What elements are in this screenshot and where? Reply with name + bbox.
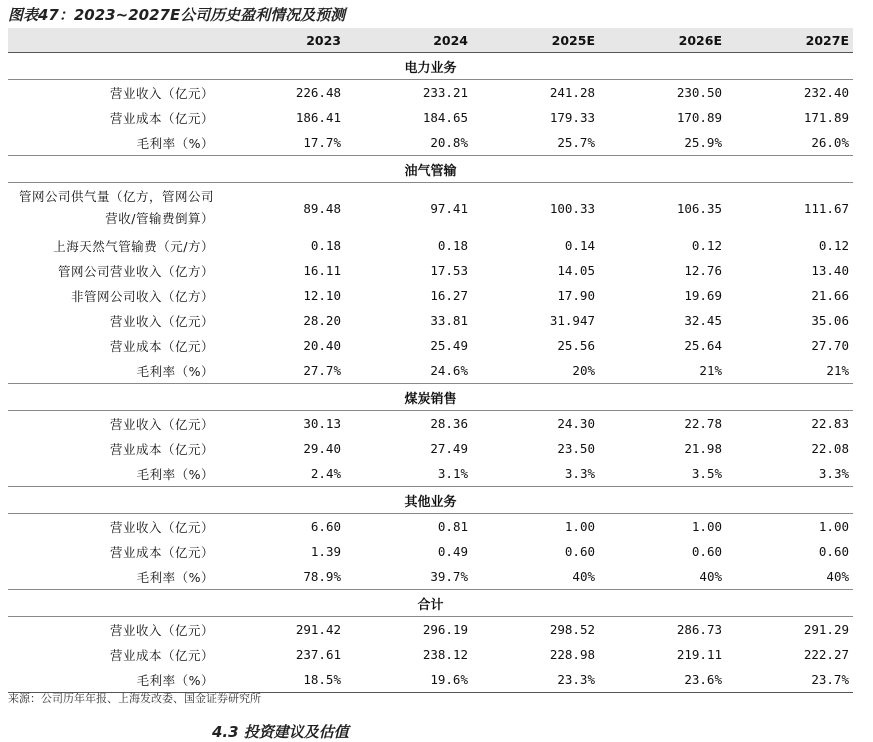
- value-cell: 40%: [826, 569, 849, 584]
- value-cell: 35.06: [811, 313, 849, 328]
- value-cell: 89.48: [303, 200, 341, 216]
- value-cell: 6.60: [310, 519, 341, 534]
- row-label: 营业收入（亿元）: [109, 622, 214, 638]
- value-cell: 0.60: [818, 544, 849, 559]
- row-label: 营业收入（亿元）: [109, 85, 214, 101]
- row-label: 营业成本（亿元）: [109, 441, 214, 457]
- row-label: 毛利率（%）: [136, 569, 214, 585]
- value-cell: 0.12: [818, 238, 849, 253]
- value-cell: 28.20: [303, 313, 341, 328]
- row-label: 营业成本（亿元）: [109, 544, 214, 560]
- value-cell: 238.12: [422, 647, 468, 662]
- value-cell: 29.40: [303, 441, 341, 456]
- value-cell: 1.00: [818, 519, 849, 534]
- row-label: 营业收入（亿元）: [109, 313, 214, 329]
- value-cell: 33.81: [430, 313, 468, 328]
- table-row: [8, 105, 853, 130]
- row-label: 上海天然气管输费（元/方）: [53, 238, 214, 254]
- value-cell: 19.69: [684, 288, 722, 303]
- table-row: [8, 283, 853, 308]
- value-cell: 31.947: [549, 313, 595, 328]
- value-cell: 21.98: [684, 441, 722, 456]
- table-body: [8, 53, 853, 693]
- value-cell: 222.27: [803, 647, 849, 662]
- value-cell: 13.40: [811, 263, 849, 278]
- value-cell: 16.11: [303, 263, 341, 278]
- value-cell: 186.41: [295, 110, 341, 125]
- value-cell: 0.18: [437, 238, 468, 253]
- value-cell: 3.3%: [818, 466, 849, 481]
- table-row: [8, 358, 853, 384]
- value-cell: 26.0%: [811, 135, 849, 150]
- value-cell: 232.40: [803, 85, 849, 100]
- header-year-2023: 2023: [218, 28, 345, 53]
- value-cell: 0.14: [564, 238, 595, 253]
- value-cell: 22.78: [684, 416, 722, 431]
- value-cell: 40%: [699, 569, 722, 584]
- header-year-2026e: 2026E: [599, 28, 726, 53]
- value-cell: 27.49: [430, 441, 468, 456]
- value-cell: 25.7%: [557, 135, 595, 150]
- value-cell: 16.27: [430, 288, 468, 303]
- value-cell: 25.9%: [684, 135, 722, 150]
- value-cell: 298.52: [549, 622, 595, 637]
- value-cell: 1.00: [564, 519, 595, 534]
- value-cell: 14.05: [557, 263, 595, 278]
- value-cell: 27.7%: [303, 363, 341, 378]
- section-header-row: [8, 487, 853, 514]
- value-cell: 23.50: [557, 441, 595, 456]
- row-label: 毛利率（%）: [136, 135, 214, 151]
- value-cell: 22.08: [811, 441, 849, 456]
- value-cell: 179.33: [549, 110, 595, 125]
- row-label: 毛利率（%）: [136, 466, 214, 482]
- value-cell: 22.83: [811, 416, 849, 431]
- value-cell: 25.49: [430, 338, 468, 353]
- value-cell: 2.4%: [310, 466, 341, 481]
- value-cell: 219.11: [676, 647, 722, 662]
- value-cell: 78.9%: [303, 569, 341, 584]
- table-row: [8, 258, 853, 283]
- section-title: 电力业务: [8, 53, 853, 80]
- value-cell: 1.39: [310, 544, 341, 559]
- row-label: 营业成本（亿元）: [109, 110, 214, 126]
- value-cell: 21%: [826, 363, 849, 378]
- value-cell: 20%: [572, 363, 595, 378]
- table-row: [8, 461, 853, 487]
- table-row: [8, 642, 853, 667]
- header-year-2027e: 2027E: [726, 28, 853, 53]
- table-row: [8, 333, 853, 358]
- source-note: 来源：公司历年年报、上海发改委、国金证券研究所: [8, 692, 261, 705]
- value-cell: 3.5%: [691, 466, 722, 481]
- value-cell: 97.41: [430, 200, 468, 216]
- value-cell: 39.7%: [430, 569, 468, 584]
- section-header-row: [8, 590, 853, 617]
- table-row: [8, 233, 853, 258]
- value-cell: 17.7%: [303, 135, 341, 150]
- value-cell: 3.1%: [437, 466, 468, 481]
- table-row: [8, 130, 853, 156]
- row-label: 营业收入（亿元）: [109, 519, 214, 535]
- value-cell: 0.60: [691, 544, 722, 559]
- table-row: [8, 667, 853, 693]
- row-label: 管网公司供气量（亿方，管网公司营收/管输费倒算）: [18, 189, 214, 226]
- value-cell: 296.19: [422, 622, 468, 637]
- value-cell: 237.61: [295, 647, 341, 662]
- table-row: [8, 539, 853, 564]
- value-cell: 1.00: [691, 519, 722, 534]
- value-cell: 19.6%: [345, 667, 472, 693]
- value-cell: 20.40: [303, 338, 341, 353]
- value-cell: 111.67: [803, 200, 849, 216]
- value-cell: 230.50: [676, 85, 722, 100]
- value-cell: 40%: [572, 569, 595, 584]
- value-cell: 3.3%: [564, 466, 595, 481]
- section-title: 合计: [8, 590, 853, 617]
- header-year-2024: 2024: [345, 28, 472, 53]
- section-header-row: [8, 53, 853, 80]
- value-cell: 21%: [699, 363, 722, 378]
- row-label: 毛利率（%）: [136, 363, 214, 379]
- value-cell: 17.53: [430, 263, 468, 278]
- row-label: 管网公司营业收入（亿方）: [57, 263, 214, 279]
- value-cell: 17.90: [557, 288, 595, 303]
- value-cell: 291.29: [803, 622, 849, 637]
- table-row: [8, 80, 853, 106]
- row-label: 营业成本（亿元）: [109, 338, 214, 354]
- section-title: 其他业务: [8, 487, 853, 514]
- value-cell: 184.65: [422, 110, 468, 125]
- value-cell: 233.21: [422, 85, 468, 100]
- row-label: 营业成本（亿元）: [109, 647, 214, 663]
- value-cell: 171.89: [803, 110, 849, 125]
- value-cell: 241.28: [549, 85, 595, 100]
- value-cell: 27.70: [811, 338, 849, 353]
- profit-forecast-table: [8, 28, 853, 693]
- value-cell: 25.64: [684, 338, 722, 353]
- value-cell: 23.3%: [472, 667, 599, 693]
- value-cell: 100.33: [549, 200, 595, 216]
- table-row: [8, 564, 853, 590]
- value-cell: 18.5%: [218, 667, 345, 693]
- value-cell: 24.30: [557, 416, 595, 431]
- table-row: [8, 617, 853, 643]
- value-cell: 28.36: [430, 416, 468, 431]
- value-cell: 12.76: [684, 263, 722, 278]
- figure-title: 图表47：2023~2027E公司历史盈利情况及预测: [8, 6, 346, 24]
- value-cell: 30.13: [303, 416, 341, 431]
- table-row: [8, 183, 853, 234]
- header-year-2025e: 2025E: [472, 28, 599, 53]
- value-cell: 24.6%: [430, 363, 468, 378]
- value-cell: 0.12: [691, 238, 722, 253]
- value-cell: 291.42: [295, 622, 341, 637]
- value-cell: 21.66: [811, 288, 849, 303]
- value-cell: 0.60: [564, 544, 595, 559]
- value-cell: 170.89: [676, 110, 722, 125]
- next-section-heading: 4.3 投资建议及估值: [212, 723, 349, 741]
- value-cell: 226.48: [295, 85, 341, 100]
- value-cell: 20.8%: [430, 135, 468, 150]
- table-row: [8, 436, 853, 461]
- value-cell: 0.81: [437, 519, 468, 534]
- value-cell: 32.45: [684, 313, 722, 328]
- section-header-row: [8, 384, 853, 411]
- section-title: 煤炭销售: [8, 384, 853, 411]
- table-row: [8, 514, 853, 540]
- table-row: [8, 411, 853, 437]
- table-header-row: [8, 28, 853, 53]
- value-cell: 286.73: [676, 622, 722, 637]
- value-cell: 12.10: [303, 288, 341, 303]
- section-title: 油气管输: [8, 156, 853, 183]
- value-cell: 0.18: [310, 238, 341, 253]
- section-header-row: [8, 156, 853, 183]
- value-cell: 228.98: [549, 647, 595, 662]
- value-cell: 25.56: [557, 338, 595, 353]
- header-label-cell: [8, 28, 218, 53]
- row-label: 毛利率（%）: [8, 667, 218, 693]
- value-cell: 23.7%: [726, 667, 853, 693]
- row-label: 非管网公司收入（亿方）: [70, 288, 214, 304]
- value-cell: 0.49: [437, 544, 468, 559]
- row-label: 营业收入（亿元）: [109, 416, 214, 432]
- value-cell: 23.6%: [599, 667, 726, 693]
- value-cell: 106.35: [676, 200, 722, 216]
- table-row: [8, 308, 853, 333]
